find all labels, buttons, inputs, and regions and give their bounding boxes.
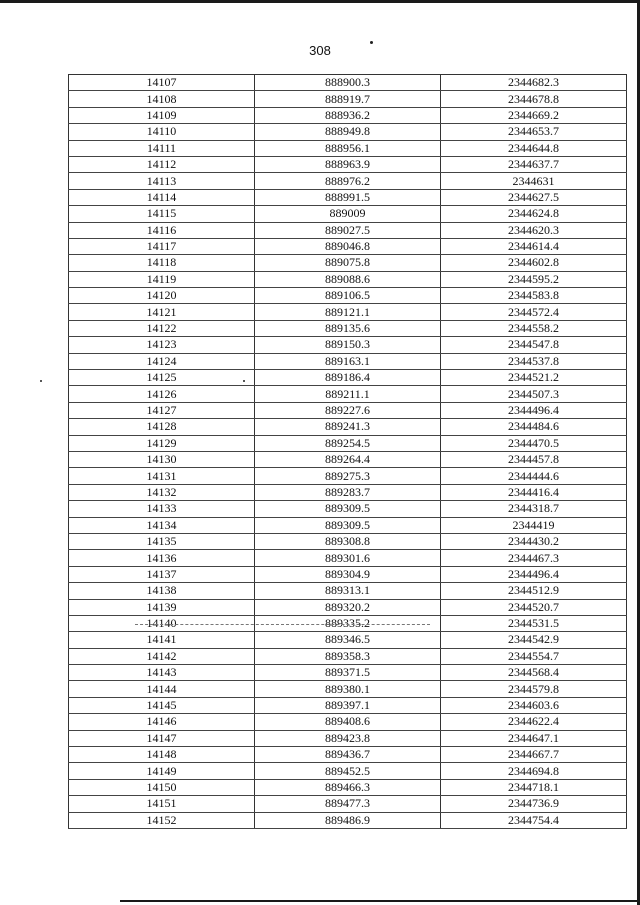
table-row	[69, 238, 627, 254]
y-coordinate-cell: 2344620.3	[441, 222, 627, 238]
point-id-cell: 14122	[69, 320, 255, 336]
y-coordinate-cell: 2344568.4	[441, 665, 627, 681]
y-coordinate-cell: 2344496.4	[441, 402, 627, 418]
x-coordinate-cell: 888949.8	[255, 124, 441, 140]
x-coordinate-cell: 889211.1	[255, 386, 441, 402]
x-coordinate-cell: 889346.5	[255, 632, 441, 648]
table-row	[69, 697, 627, 713]
point-id-cell: 14131	[69, 468, 255, 484]
scan-speck	[40, 380, 42, 382]
table-row	[69, 763, 627, 779]
table-row	[69, 435, 627, 451]
y-coordinate-cell: 2344622.4	[441, 714, 627, 730]
point-id-cell: 14123	[69, 337, 255, 353]
point-id-cell: 14128	[69, 419, 255, 435]
point-id-cell: 14133	[69, 501, 255, 517]
table-row	[69, 140, 627, 156]
table-row	[69, 255, 627, 271]
table-row	[69, 599, 627, 615]
coordinate-table	[68, 74, 627, 829]
y-coordinate-cell: 2344631	[441, 173, 627, 189]
point-id-cell: 14124	[69, 353, 255, 369]
table-row	[69, 796, 627, 812]
x-coordinate-cell: 889106.5	[255, 288, 441, 304]
table-row	[69, 304, 627, 320]
point-id-cell: 14116	[69, 222, 255, 238]
y-coordinate-cell: 2344416.4	[441, 484, 627, 500]
table-row	[69, 91, 627, 107]
x-coordinate-cell: 889227.6	[255, 402, 441, 418]
table-row	[69, 271, 627, 287]
x-coordinate-cell: 889486.9	[255, 812, 441, 828]
y-coordinate-cell: 2344430.2	[441, 533, 627, 549]
y-coordinate-cell: 2344602.8	[441, 255, 627, 271]
y-coordinate-cell: 2344669.2	[441, 107, 627, 123]
table-row	[69, 730, 627, 746]
y-coordinate-cell: 2344718.1	[441, 779, 627, 795]
x-coordinate-cell: 889335.2	[255, 615, 441, 631]
x-coordinate-cell: 889150.3	[255, 337, 441, 353]
y-coordinate-cell: 2344554.7	[441, 648, 627, 664]
point-id-cell: 14141	[69, 632, 255, 648]
y-coordinate-cell: 2344603.6	[441, 697, 627, 713]
x-coordinate-cell: 888991.5	[255, 189, 441, 205]
y-coordinate-cell: 2344507.3	[441, 386, 627, 402]
page-number: 308	[309, 43, 331, 58]
x-coordinate-cell: 889135.6	[255, 320, 441, 336]
scan-speck	[370, 41, 373, 44]
y-coordinate-cell: 2344318.7	[441, 501, 627, 517]
point-id-cell: 14107	[69, 75, 255, 91]
point-id-cell: 14126	[69, 386, 255, 402]
x-coordinate-cell: 889397.1	[255, 697, 441, 713]
x-coordinate-cell: 889313.1	[255, 583, 441, 599]
x-coordinate-cell: 889264.4	[255, 451, 441, 467]
point-id-cell: 14120	[69, 288, 255, 304]
x-coordinate-cell: 888936.2	[255, 107, 441, 123]
x-coordinate-cell: 889371.5	[255, 665, 441, 681]
table-row	[69, 353, 627, 369]
x-coordinate-cell: 889380.1	[255, 681, 441, 697]
coordinate-table-container	[68, 74, 626, 829]
table-row	[69, 370, 627, 386]
point-id-cell: 14111	[69, 140, 255, 156]
y-coordinate-cell: 2344736.9	[441, 796, 627, 812]
y-coordinate-cell: 2344547.8	[441, 337, 627, 353]
point-id-cell: 14110	[69, 124, 255, 140]
point-id-cell: 14112	[69, 156, 255, 172]
x-coordinate-cell: 889466.3	[255, 779, 441, 795]
point-id-cell: 14136	[69, 550, 255, 566]
point-id-cell: 14118	[69, 255, 255, 271]
point-id-cell: 14138	[69, 583, 255, 599]
point-id-cell: 14121	[69, 304, 255, 320]
table-row	[69, 75, 627, 91]
point-id-cell: 14114	[69, 189, 255, 205]
x-coordinate-cell: 889423.8	[255, 730, 441, 746]
point-id-cell: 14142	[69, 648, 255, 664]
table-row	[69, 173, 627, 189]
x-coordinate-cell: 888956.1	[255, 140, 441, 156]
x-coordinate-cell: 889046.8	[255, 238, 441, 254]
y-coordinate-cell: 2344531.5	[441, 615, 627, 631]
point-id-cell: 14127	[69, 402, 255, 418]
x-coordinate-cell: 889308.8	[255, 533, 441, 549]
point-id-cell: 14147	[69, 730, 255, 746]
point-id-cell: 14135	[69, 533, 255, 549]
x-coordinate-cell: 889009	[255, 206, 441, 222]
x-coordinate-cell: 889163.1	[255, 353, 441, 369]
x-coordinate-cell: 889121.1	[255, 304, 441, 320]
y-coordinate-cell: 2344583.8	[441, 288, 627, 304]
y-coordinate-cell: 2344754.4	[441, 812, 627, 828]
table-row	[69, 681, 627, 697]
y-coordinate-cell: 2344542.9	[441, 632, 627, 648]
y-coordinate-cell: 2344579.8	[441, 681, 627, 697]
coordinate-table-body	[69, 75, 627, 829]
point-id-cell: 14144	[69, 681, 255, 697]
y-coordinate-cell: 2344682.3	[441, 75, 627, 91]
point-id-cell: 14125	[69, 370, 255, 386]
table-row	[69, 124, 627, 140]
table-row	[69, 665, 627, 681]
x-coordinate-cell: 889309.5	[255, 517, 441, 533]
table-row	[69, 402, 627, 418]
point-id-cell: 14151	[69, 796, 255, 812]
table-row	[69, 632, 627, 648]
x-coordinate-cell: 889075.8	[255, 255, 441, 271]
y-coordinate-cell: 2344520.7	[441, 599, 627, 615]
table-row	[69, 189, 627, 205]
x-coordinate-cell: 888919.7	[255, 91, 441, 107]
table-row	[69, 517, 627, 533]
point-id-cell: 14119	[69, 271, 255, 287]
y-coordinate-cell: 2344627.5	[441, 189, 627, 205]
point-id-cell: 14139	[69, 599, 255, 615]
y-coordinate-cell: 2344694.8	[441, 763, 627, 779]
x-coordinate-cell: 889408.6	[255, 714, 441, 730]
table-row	[69, 812, 627, 828]
x-coordinate-cell: 889477.3	[255, 796, 441, 812]
scan-border-top	[0, 0, 640, 3]
x-coordinate-cell: 889358.3	[255, 648, 441, 664]
y-coordinate-cell: 2344521.2	[441, 370, 627, 386]
point-id-cell: 14109	[69, 107, 255, 123]
x-coordinate-cell: 889275.3	[255, 468, 441, 484]
x-coordinate-cell: 889241.3	[255, 419, 441, 435]
x-coordinate-cell: 888963.9	[255, 156, 441, 172]
y-coordinate-cell: 2344667.7	[441, 747, 627, 763]
dashed-line-artifact	[135, 624, 430, 625]
y-coordinate-cell: 2344558.2	[441, 320, 627, 336]
y-coordinate-cell: 2344614.4	[441, 238, 627, 254]
table-row	[69, 550, 627, 566]
x-coordinate-cell: 889452.5	[255, 763, 441, 779]
table-row	[69, 714, 627, 730]
point-id-cell: 14143	[69, 665, 255, 681]
x-coordinate-cell: 889186.4	[255, 370, 441, 386]
point-id-cell: 14108	[69, 91, 255, 107]
point-id-cell: 14117	[69, 238, 255, 254]
table-row	[69, 206, 627, 222]
table-row	[69, 747, 627, 763]
table-row	[69, 566, 627, 582]
table-row	[69, 648, 627, 664]
x-coordinate-cell: 889301.6	[255, 550, 441, 566]
y-coordinate-cell: 2344467.3	[441, 550, 627, 566]
scan-border-bottom	[120, 900, 640, 902]
point-id-cell: 14145	[69, 697, 255, 713]
y-coordinate-cell: 2344419	[441, 517, 627, 533]
y-coordinate-cell: 2344537.8	[441, 353, 627, 369]
y-coordinate-cell: 2344457.8	[441, 451, 627, 467]
y-coordinate-cell: 2344647.1	[441, 730, 627, 746]
x-coordinate-cell: 889088.6	[255, 271, 441, 287]
point-id-cell: 14115	[69, 206, 255, 222]
table-row	[69, 583, 627, 599]
point-id-cell: 14134	[69, 517, 255, 533]
table-row	[69, 337, 627, 353]
x-coordinate-cell: 889254.5	[255, 435, 441, 451]
table-row	[69, 107, 627, 123]
x-coordinate-cell: 889320.2	[255, 599, 441, 615]
y-coordinate-cell: 2344678.8	[441, 91, 627, 107]
point-id-cell: 14146	[69, 714, 255, 730]
point-id-cell: 14149	[69, 763, 255, 779]
x-coordinate-cell: 888976.2	[255, 173, 441, 189]
y-coordinate-cell: 2344624.8	[441, 206, 627, 222]
x-coordinate-cell: 889027.5	[255, 222, 441, 238]
x-coordinate-cell: 889304.9	[255, 566, 441, 582]
y-coordinate-cell: 2344637.7	[441, 156, 627, 172]
table-row	[69, 451, 627, 467]
y-coordinate-cell: 2344572.4	[441, 304, 627, 320]
table-row	[69, 320, 627, 336]
y-coordinate-cell: 2344653.7	[441, 124, 627, 140]
point-id-cell: 14150	[69, 779, 255, 795]
point-id-cell: 14113	[69, 173, 255, 189]
point-id-cell: 14137	[69, 566, 255, 582]
x-coordinate-cell: 889309.5	[255, 501, 441, 517]
point-id-cell: 14152	[69, 812, 255, 828]
table-row	[69, 468, 627, 484]
table-row	[69, 484, 627, 500]
y-coordinate-cell: 2344496.4	[441, 566, 627, 582]
table-row	[69, 386, 627, 402]
point-id-cell: 14130	[69, 451, 255, 467]
point-id-cell: 14129	[69, 435, 255, 451]
point-id-cell: 14148	[69, 747, 255, 763]
table-row	[69, 288, 627, 304]
point-id-cell: 14140	[69, 615, 255, 631]
x-coordinate-cell: 889283.7	[255, 484, 441, 500]
y-coordinate-cell: 2344470.5	[441, 435, 627, 451]
table-row	[69, 533, 627, 549]
x-coordinate-cell: 889436.7	[255, 747, 441, 763]
table-row	[69, 501, 627, 517]
y-coordinate-cell: 2344484.6	[441, 419, 627, 435]
table-row	[69, 156, 627, 172]
table-row	[69, 419, 627, 435]
y-coordinate-cell: 2344512.9	[441, 583, 627, 599]
y-coordinate-cell: 2344644.8	[441, 140, 627, 156]
x-coordinate-cell: 888900.3	[255, 75, 441, 91]
table-row	[69, 222, 627, 238]
y-coordinate-cell: 2344444.6	[441, 468, 627, 484]
y-coordinate-cell: 2344595.2	[441, 271, 627, 287]
point-id-cell: 14132	[69, 484, 255, 500]
table-row	[69, 779, 627, 795]
